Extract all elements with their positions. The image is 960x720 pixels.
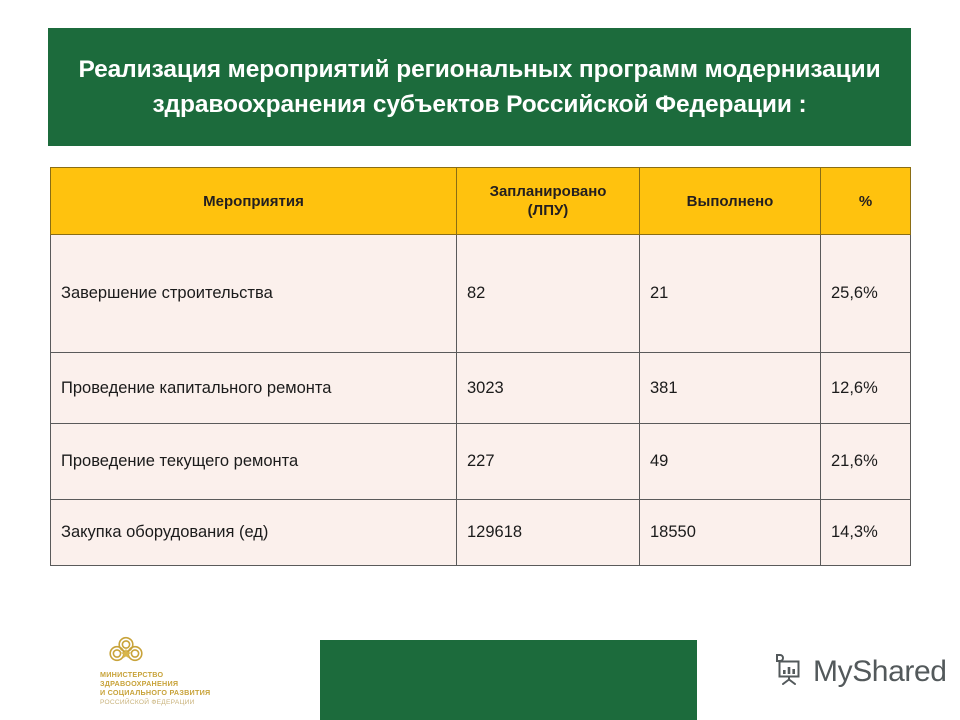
ministry-line-2: ЗДРАВООХРАНЕНИЯ bbox=[100, 679, 179, 689]
cell-planned: 3023 bbox=[457, 353, 640, 424]
column-header-percent: % bbox=[821, 168, 911, 235]
ministry-line-3: И СОЦИАЛЬНОГО РАЗВИТИЯ bbox=[100, 688, 211, 698]
cell-completed: 18550 bbox=[640, 500, 821, 566]
presentation-board-icon bbox=[772, 652, 806, 691]
cell-percent: 25,6% bbox=[821, 235, 911, 353]
cell-completed: 381 bbox=[640, 353, 821, 424]
cell-completed: 49 bbox=[640, 424, 821, 500]
cell-measure-name: Проведение текущего ремонта bbox=[51, 424, 457, 500]
cell-percent: 21,6% bbox=[821, 424, 911, 500]
ministry-line-4: РОССИЙСКОЙ ФЕДЕРАЦИИ bbox=[100, 698, 195, 706]
cell-planned: 227 bbox=[457, 424, 640, 500]
column-header-planned-line1: Запланировано bbox=[489, 183, 607, 200]
table-row bbox=[51, 235, 911, 353]
ministry-line-1: МИНИСТЕРСТВО bbox=[100, 670, 164, 679]
title-banner bbox=[48, 28, 911, 146]
table-row bbox=[51, 500, 911, 566]
cell-percent: 14,3% bbox=[821, 500, 911, 566]
cell-measure-name: Закупка оборудования (ед) bbox=[51, 500, 457, 566]
myshared-wordmark: MyShared bbox=[813, 654, 947, 688]
cell-measure-name: Завершение строительства bbox=[51, 235, 457, 353]
page-title: Реализация мероприятий региональных программ модернизации здравоохранения субъектов Российской Федерации : bbox=[78, 56, 881, 118]
table-header-row bbox=[51, 168, 911, 235]
footer-green-bar bbox=[320, 640, 697, 720]
column-header-measures: Мероприятия bbox=[51, 168, 457, 235]
cell-percent: 12,6% bbox=[821, 353, 911, 424]
ministry-logo bbox=[100, 636, 320, 706]
ministry-emblem-icon bbox=[106, 636, 146, 669]
cell-completed: 21 bbox=[640, 235, 821, 353]
cell-measure-name: Проведение капитального ремонта bbox=[51, 353, 457, 424]
myshared-logo[interactable] bbox=[772, 652, 947, 691]
cell-planned: 129618 bbox=[457, 500, 640, 566]
column-header-completed: Выполнено bbox=[640, 168, 821, 235]
table-row bbox=[51, 353, 911, 424]
table-row bbox=[51, 424, 911, 500]
ministry-name-text bbox=[100, 670, 210, 707]
cell-planned: 82 bbox=[457, 235, 640, 353]
column-header-planned bbox=[457, 168, 640, 235]
measures-table bbox=[50, 167, 911, 566]
column-header-planned-line2: (ЛПУ) bbox=[527, 202, 569, 219]
